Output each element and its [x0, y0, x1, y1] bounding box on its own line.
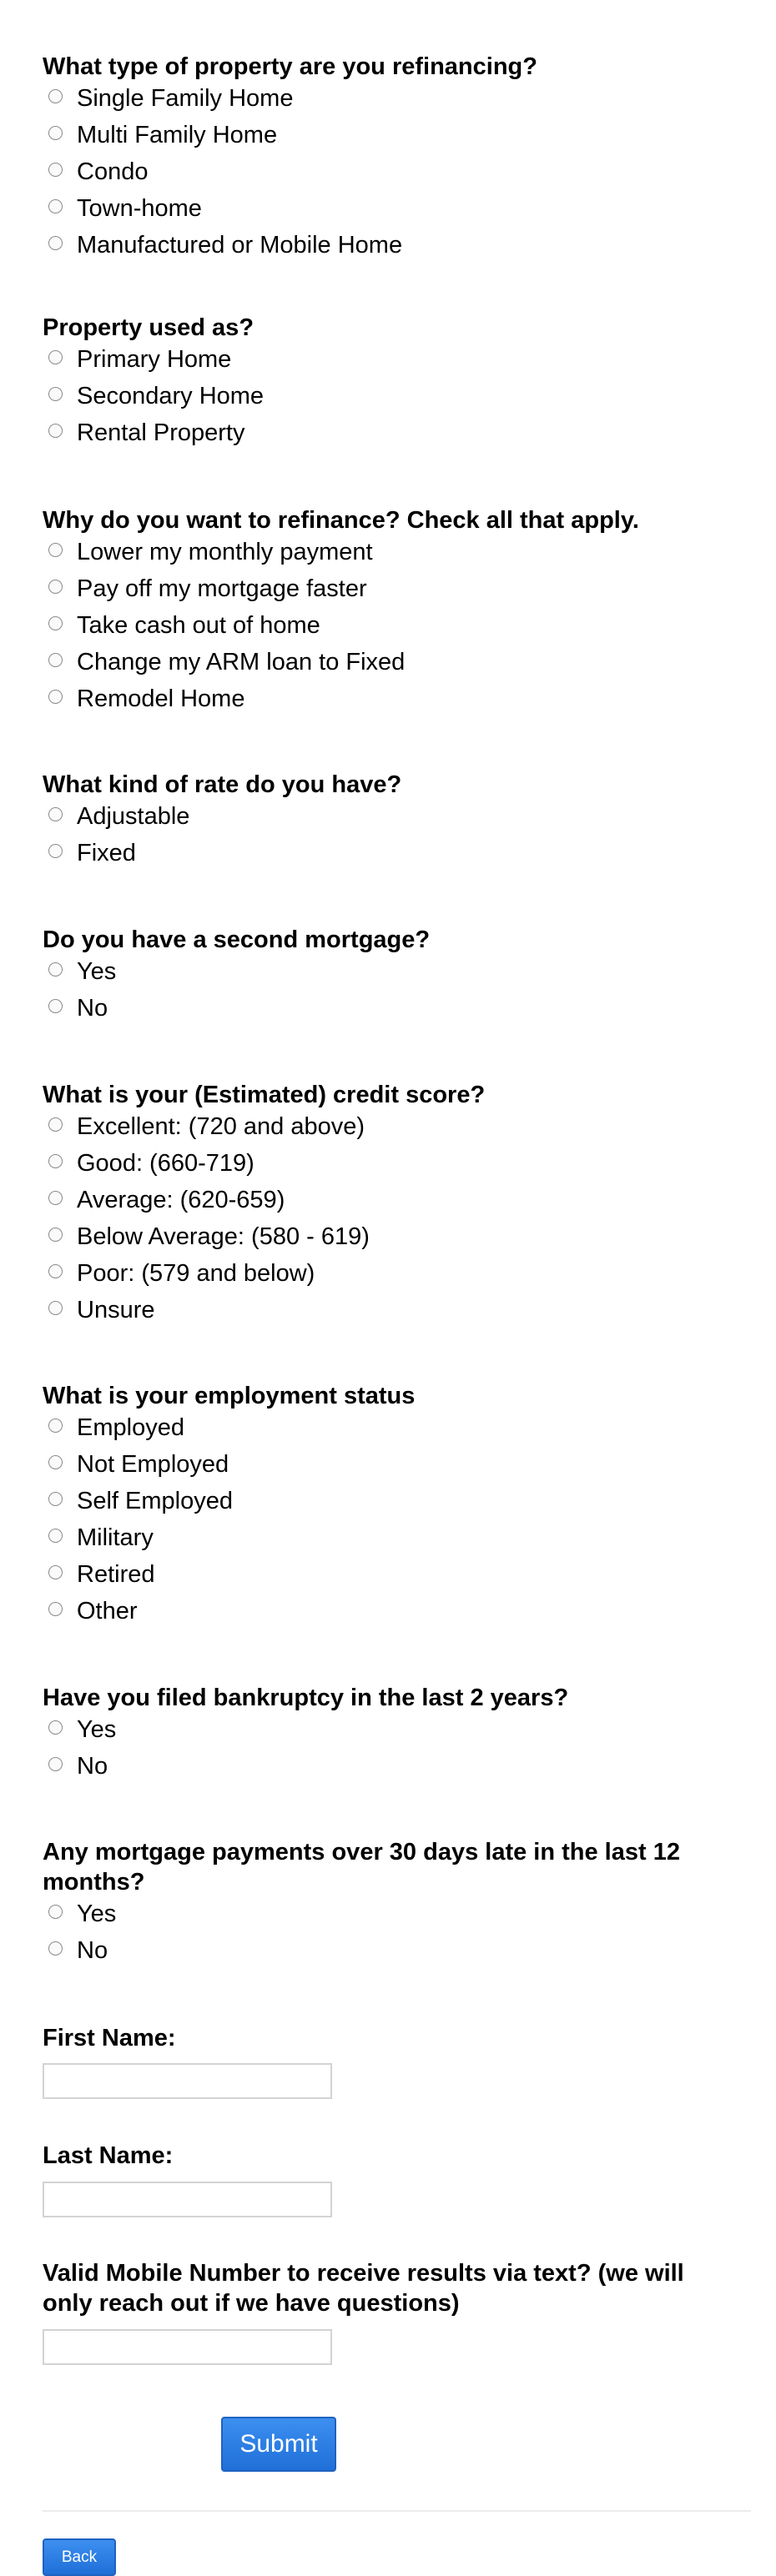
- question-second-mortgage: [43, 925, 735, 1030]
- question-bankruptcy: [43, 1683, 735, 1788]
- radio-button[interactable]: [48, 999, 63, 1013]
- option-label: Poor: (579 and below): [77, 1260, 315, 1287]
- option-label: Yes: [77, 958, 117, 985]
- option-label: Unsure: [77, 1297, 155, 1323]
- radio-button[interactable]: [48, 1905, 63, 1919]
- radio-button[interactable]: [48, 1565, 63, 1579]
- option-label: No: [77, 1753, 108, 1780]
- option-label: No: [77, 1937, 108, 1964]
- option-yes[interactable]: [43, 1899, 735, 1936]
- divider: [43, 2510, 751, 2512]
- radio-button[interactable]: [48, 1191, 63, 1205]
- radio-button[interactable]: [48, 1941, 63, 1956]
- radio-button[interactable]: [48, 1264, 63, 1278]
- option-label: Primary Home: [77, 346, 232, 373]
- radio-button[interactable]: [48, 163, 63, 177]
- question-property-type: [43, 52, 735, 267]
- radio-button[interactable]: [48, 543, 63, 557]
- option-label: Manufactured or Mobile Home: [77, 232, 403, 259]
- option-lower-payment[interactable]: [43, 537, 735, 574]
- first-name-input[interactable]: [43, 2063, 332, 2099]
- radio-button[interactable]: [48, 1720, 63, 1735]
- question-title: Do you have a second mortgage?: [43, 926, 431, 953]
- option-excellent[interactable]: [43, 1112, 735, 1148]
- question-title: What type of property are you refinancing?: [43, 53, 537, 80]
- radio-button[interactable]: [48, 424, 63, 438]
- option-manufactured[interactable]: [43, 230, 735, 267]
- option-label: Good: (660-719): [77, 1150, 254, 1177]
- option-label: Retired: [77, 1561, 155, 1588]
- radio-button[interactable]: [48, 126, 63, 140]
- option-label: Other: [77, 1598, 138, 1624]
- question-title: What kind of rate do you have?: [43, 771, 402, 798]
- question-title: What is your (Estimated) credit score?: [43, 1082, 486, 1108]
- option-poor[interactable]: [43, 1258, 735, 1295]
- question-title: Property used as?: [43, 314, 254, 341]
- radio-button[interactable]: [48, 89, 63, 103]
- option-arm-to-fixed[interactable]: [43, 647, 735, 684]
- option-primary-home[interactable]: [43, 344, 735, 381]
- option-rental-property[interactable]: [43, 418, 735, 454]
- option-label: Secondary Home: [77, 383, 265, 409]
- radio-button[interactable]: [48, 1602, 63, 1616]
- radio-button[interactable]: [48, 236, 63, 250]
- option-adjustable[interactable]: [43, 801, 735, 838]
- option-no[interactable]: [43, 1751, 735, 1788]
- question-title: Have you filed bankruptcy in the last 2 years?: [43, 1685, 569, 1711]
- option-self-employed[interactable]: [43, 1486, 735, 1523]
- last-name-input[interactable]: [43, 2182, 332, 2217]
- option-yes[interactable]: [43, 1715, 735, 1751]
- option-cash-out[interactable]: [43, 610, 735, 647]
- question-title: What is your employment status: [43, 1383, 416, 1409]
- option-below-average[interactable]: [43, 1222, 735, 1258]
- radio-button[interactable]: [48, 616, 63, 630]
- mobile-number-label: Valid Mobile Number to receive results via text? (we will only reach out if we have questions): [43, 2260, 684, 2317]
- option-no[interactable]: [43, 993, 735, 1030]
- option-label: Below Average: (580 - 619): [77, 1223, 370, 1250]
- option-remodel[interactable]: [43, 684, 735, 721]
- radio-button[interactable]: [48, 1529, 63, 1543]
- option-label: Military: [77, 1524, 154, 1551]
- option-label: Excellent: (720 and above): [77, 1113, 365, 1140]
- option-label: Adjustable: [77, 803, 190, 830]
- option-label: Remodel Home: [77, 685, 245, 712]
- option-pay-off-faster[interactable]: [43, 574, 735, 610]
- option-label: Town-home: [77, 195, 202, 222]
- radio-button[interactable]: [48, 387, 63, 401]
- option-label: Condo: [77, 158, 149, 185]
- option-town-home[interactable]: [43, 193, 735, 230]
- submit-button[interactable]: Submit: [221, 2417, 336, 2472]
- option-label: Lower my monthly payment: [77, 539, 373, 565]
- radio-button[interactable]: [48, 1455, 63, 1469]
- option-condo[interactable]: [43, 157, 735, 193]
- option-employed[interactable]: [43, 1413, 735, 1449]
- question-refinance-reason: [43, 505, 735, 721]
- option-label: Yes: [77, 1716, 117, 1743]
- option-label: Not Employed: [77, 1451, 229, 1478]
- option-label: Single Family Home: [77, 85, 294, 112]
- first-name-label: First Name:: [43, 2025, 176, 2051]
- radio-button[interactable]: [48, 580, 63, 594]
- radio-button[interactable]: [48, 962, 63, 977]
- option-secondary-home[interactable]: [43, 381, 735, 418]
- option-label: No: [77, 995, 108, 1022]
- question-rate-type: [43, 770, 735, 875]
- option-good[interactable]: [43, 1148, 735, 1185]
- option-other[interactable]: [43, 1596, 735, 1633]
- radio-button[interactable]: [48, 844, 63, 858]
- back-button[interactable]: Back: [43, 2538, 116, 2576]
- option-label: Average: (620-659): [77, 1187, 285, 1213]
- radio-button[interactable]: [48, 653, 63, 667]
- mobile-number-input[interactable]: [43, 2329, 332, 2365]
- option-label: Change my ARM loan to Fixed: [77, 649, 406, 675]
- radio-button[interactable]: [48, 1228, 63, 1242]
- radio-button[interactable]: [48, 807, 63, 821]
- option-no[interactable]: [43, 1936, 735, 1972]
- radio-button[interactable]: [48, 1117, 63, 1132]
- question-employment-status: [43, 1381, 735, 1633]
- option-label: Multi Family Home: [77, 122, 278, 148]
- question-credit-score: [43, 1080, 735, 1332]
- option-label: Self Employed: [77, 1488, 233, 1514]
- radio-button[interactable]: [48, 690, 63, 704]
- option-not-employed[interactable]: [43, 1449, 735, 1486]
- radio-button[interactable]: [48, 1301, 63, 1315]
- question-title: Any mortgage payments over 30 days late in the last 12 months?: [43, 1839, 680, 1896]
- last-name-label: Last Name:: [43, 2142, 174, 2169]
- option-yes[interactable]: [43, 957, 735, 993]
- radio-button[interactable]: [48, 1154, 63, 1168]
- option-retired[interactable]: [43, 1559, 735, 1596]
- radio-button[interactable]: [48, 1492, 63, 1506]
- radio-button[interactable]: [48, 1419, 63, 1433]
- option-single-family[interactable]: [43, 83, 735, 120]
- question-property-use: [43, 313, 735, 454]
- option-label: Employed: [77, 1414, 184, 1441]
- option-label: Pay off my mortgage faster: [77, 575, 367, 602]
- question-late-payments: [43, 1837, 735, 1972]
- radio-button[interactable]: [48, 1757, 63, 1771]
- radio-button[interactable]: [48, 350, 63, 364]
- option-military[interactable]: [43, 1523, 735, 1559]
- question-title: Why do you want to refinance? Check all that apply.: [43, 507, 639, 534]
- radio-button[interactable]: [48, 199, 63, 213]
- option-label: Fixed: [77, 840, 136, 866]
- option-fixed[interactable]: [43, 838, 735, 875]
- option-average[interactable]: [43, 1185, 735, 1222]
- option-multi-family[interactable]: [43, 120, 735, 157]
- option-unsure[interactable]: [43, 1295, 735, 1332]
- option-label: Yes: [77, 1901, 117, 1927]
- option-label: Take cash out of home: [77, 612, 320, 639]
- option-label: Rental Property: [77, 419, 245, 446]
